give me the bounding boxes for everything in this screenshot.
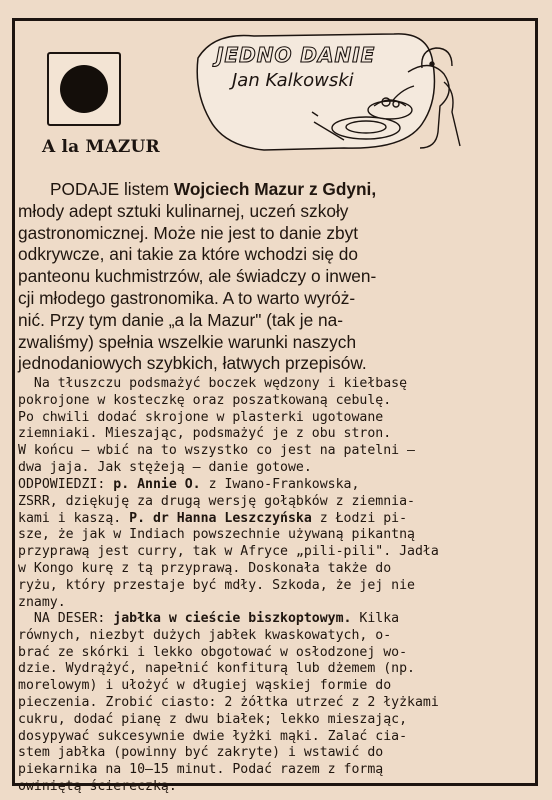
text-line bbox=[18, 544, 532, 561]
text-span: z Łodzi pi- bbox=[311, 510, 408, 526]
text-line bbox=[18, 179, 532, 201]
bold-name: Wojciech Mazur z Gdyni, bbox=[173, 179, 377, 199]
dessert-text bbox=[18, 611, 532, 796]
text-span: równych, niezbyt dużych jabłek kwaskowatych, o- bbox=[18, 627, 392, 643]
text-span: z Iwano-Frankowska, bbox=[200, 477, 360, 492]
text-span: nić. Przy tym danie „a la Mazur" (tak je na- bbox=[18, 309, 343, 330]
text-span: NA DESER: bbox=[18, 611, 114, 626]
text-span: młody adept sztuki kulinarnej, uczeń szkoły bbox=[18, 200, 349, 221]
text-span: znamy. bbox=[18, 594, 66, 610]
text-span: jednodaniowych szybkich, łatwych przepisów. bbox=[18, 353, 367, 374]
text-line bbox=[18, 779, 532, 796]
text-line bbox=[18, 645, 532, 662]
text-span: cji młodego gastronomika. A to warto wyróż- bbox=[18, 287, 356, 308]
text-line bbox=[18, 628, 532, 645]
answers-text bbox=[18, 477, 532, 611]
text-span: dzie. Wydrążyć, napełnić konfiturą lub dżemem (np. bbox=[18, 661, 415, 677]
text-line bbox=[18, 611, 532, 628]
text-span: przyprawą jest curry, tak w Afryce „pili-pili". Jadła bbox=[18, 544, 439, 560]
text-line bbox=[18, 561, 532, 578]
text-line bbox=[18, 511, 532, 528]
text-line bbox=[18, 288, 532, 310]
text-line: ziemniaki. Mieszając, podsmażyć je z obu stron. bbox=[18, 426, 392, 442]
recipe-text bbox=[18, 376, 532, 477]
text-span: zwaliśmy) spełnia wszelkie warunki naszych bbox=[18, 331, 357, 352]
text-line bbox=[18, 201, 532, 223]
text-span: ODPOWIEDZI: bbox=[18, 477, 114, 492]
article-title: A la MAZUR bbox=[42, 137, 160, 157]
text-span: piekarnika na 10—15 minut. Podać razem z formą bbox=[18, 762, 384, 778]
text-span: dosypywać sukcesywnie dwie łyżki mąki. Zalać cia- bbox=[18, 728, 408, 744]
text-span: Kilka bbox=[351, 611, 400, 626]
text-line bbox=[18, 332, 532, 354]
text-span: gastronomicznej. Może nie jest to danie zbyt bbox=[18, 222, 359, 243]
bold-name: P. dr Hanna Leszczyńska bbox=[129, 510, 312, 526]
text-span: PODAJE listem bbox=[50, 179, 174, 199]
text-span: ryżu, który przestaje być mdły. Szkoda, że jej nie bbox=[18, 577, 415, 593]
text-line bbox=[18, 310, 532, 332]
text-line bbox=[18, 678, 532, 695]
text-span: brać ze skórki i lekko obgotować w osłodzonej wo- bbox=[18, 644, 408, 660]
text-span: odkrywcze, ani takie za które wchodzi się do bbox=[18, 244, 359, 265]
text-line: Po chwili dodać skrojone w plasterki ugotowane bbox=[18, 409, 384, 425]
text-line bbox=[18, 578, 532, 595]
text-line bbox=[18, 266, 532, 288]
bold-name: jabłka w cieście biszkoptowym. bbox=[113, 611, 352, 626]
text-line bbox=[18, 244, 532, 266]
text-line bbox=[18, 353, 532, 375]
text-span: owiniętą ściereczką. bbox=[18, 778, 177, 794]
text-line bbox=[18, 661, 532, 678]
column-header-illustration bbox=[194, 28, 466, 154]
text-line bbox=[18, 762, 532, 779]
text-line bbox=[18, 712, 532, 729]
text-line bbox=[18, 494, 532, 511]
text-span: pieczenia. Zrobić ciasto: 2 żółtka utrzeć z 2 łyżkami bbox=[18, 694, 439, 710]
column-name: JEDNO DANIE bbox=[216, 43, 376, 67]
text-line: dwa jaja. Jak stężeją — danie gotowe. bbox=[18, 459, 312, 475]
text-span: stem jabłka (powinny być zakryte) i wstawić do bbox=[18, 745, 384, 761]
text-line bbox=[18, 527, 532, 544]
text-span: w Kongo kurę z tą przyprawą. Doskonała także do bbox=[18, 560, 392, 576]
text-line bbox=[18, 695, 532, 712]
text-line bbox=[18, 477, 532, 494]
column-badge-icon bbox=[47, 52, 121, 126]
bold-name: p. Annie O. bbox=[113, 477, 201, 492]
column-author: Jan Kalkowski bbox=[232, 70, 354, 91]
text-span: panteonu kuchmistrzów, ale świadczy o inwen- bbox=[18, 266, 377, 287]
text-line bbox=[18, 223, 532, 245]
text-span: sze, że jak w Indiach powszechnie używaną pikantną bbox=[18, 527, 415, 543]
text-span: morelowym) i ułożyć w długiej wąskiej formie do bbox=[18, 678, 392, 694]
text-line: Na tłuszczu podsmażyć boczek wędzony i kiełbasę bbox=[18, 376, 408, 391]
text-line: pokrojone w kosteczkę oraz poszatkowaną cebulę. bbox=[18, 392, 392, 408]
text-span: ZSRR, dziękuję za drugą wersję gołąbków z ziemnia- bbox=[18, 493, 415, 509]
article-intro bbox=[18, 179, 532, 375]
text-line bbox=[18, 729, 532, 746]
text-span: cukru, dodać pianę z dwu białek; lekko mieszając, bbox=[18, 711, 408, 727]
text-line bbox=[18, 595, 532, 612]
text-span: kami i kaszą. bbox=[18, 510, 130, 526]
text-line: W końcu — wbić na to wszystko co jest na patelni — bbox=[18, 443, 415, 459]
text-line bbox=[18, 745, 532, 762]
